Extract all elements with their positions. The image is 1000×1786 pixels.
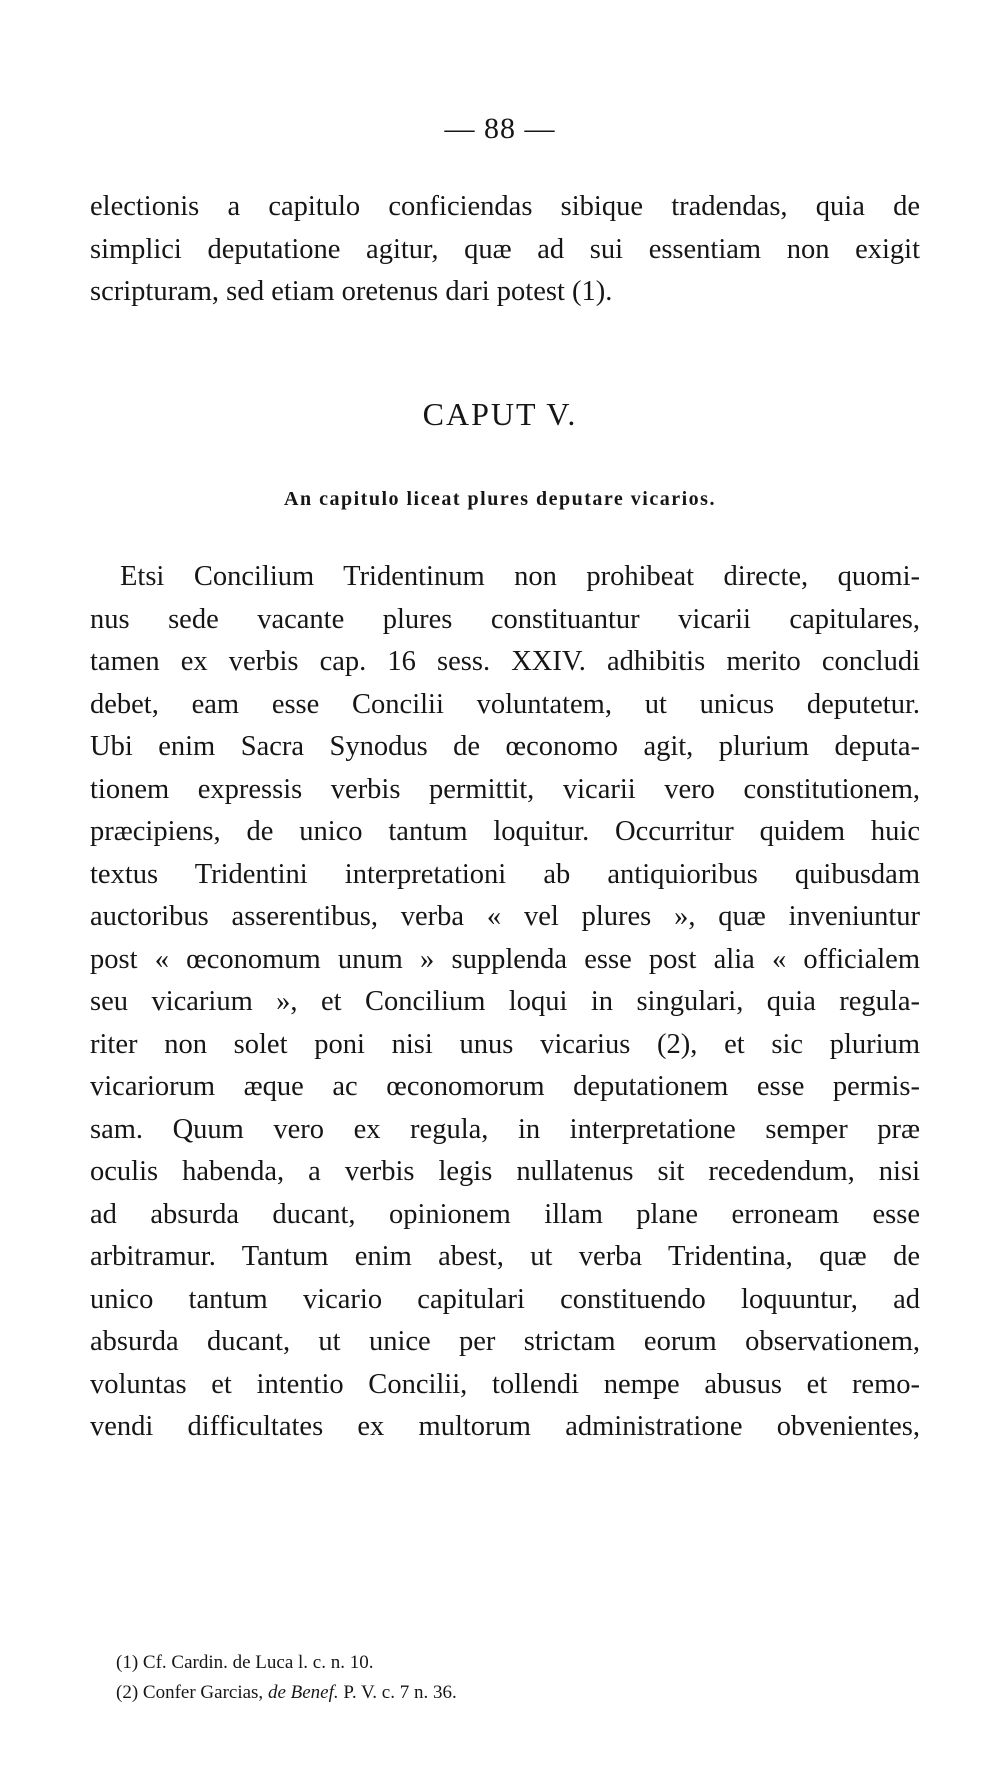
text-line: scripturam, sed etiam oretenus dari potest (1).	[90, 276, 613, 307]
text-line: tamen ex verbis cap. 16 sess. XXIV. adhibitis merito concludi	[90, 646, 920, 677]
text-line: vendi difficultates ex multorum administratione obvenientes,	[90, 1411, 920, 1442]
body-paragraph	[90, 556, 920, 1449]
intro-paragraph	[90, 186, 920, 314]
text-line: electionis a capitulo conficiendas sibique tradendas, quia de	[90, 191, 920, 222]
text-line: oculis habenda, a verbis legis nullatenus sit recedendum, nisi	[90, 1156, 920, 1187]
text-line: ad absurda ducant, opinionem illam plane erroneam esse	[90, 1198, 920, 1230]
text-line: riter non solet poni nisi unus vicarius (2), et sic plurium	[90, 1028, 920, 1060]
footnote-1: (1) Cf. Cardin. de Luca l. c. n. 10.	[116, 1652, 374, 1673]
text-line: præcipiens, de unico tantum loquitur. Occurritur quidem huic	[90, 816, 920, 847]
footnote-2-suffix: P. V. c. 7 n. 36.	[338, 1682, 457, 1703]
text-line: voluntas et intentio Concilii, tollendi nempe abusus et remo-	[90, 1368, 920, 1400]
text-line: simplici deputatione agitur, quæ ad sui essentiam non exigit	[90, 233, 920, 265]
text-line: tionem expressis verbis permittit, vicarii vero constitutionem,	[90, 773, 920, 805]
chapter-subtitle: An capitulo liceat plures deputare vicarios.	[284, 488, 716, 510]
text-line: absurda ducant, ut unice per strictam eorum observationem,	[90, 1326, 920, 1357]
text-line: vicariorum æque ac œconomorum deputationem esse permis-	[90, 1071, 920, 1102]
text-line: Ubi enim Sacra Synodus de œconomo agit, plurium deputa-	[90, 731, 920, 762]
footnote-2-prefix: (2) Confer Garcias,	[116, 1682, 268, 1703]
text-line: sam. Quum vero ex regula, in interpretatione semper præ	[90, 1113, 920, 1145]
text-line: unico tantum vicario capitulari constituendo loquuntur, ad	[90, 1283, 920, 1315]
text-line: arbitramur. Tantum enim abest, ut verba Tridentina, quæ de	[90, 1241, 920, 1272]
text-line: post « œconomum unum » supplenda esse post alia « officialem	[90, 943, 920, 975]
text-line: Etsi Concilium Tridentinum non prohibeat directe, quomi-	[120, 561, 920, 592]
text-line: seu vicarium », et Concilium loqui in singulari, quia regula-	[90, 986, 920, 1017]
page-number: — 88 —	[444, 112, 556, 145]
text-line: debet, eam esse Concilii voluntatem, ut unicus deputetur.	[90, 688, 920, 720]
chapter-title: CAPUT V.	[422, 396, 578, 432]
text-line: nus sede vacante plures constituantur vicarii capitulares,	[90, 603, 920, 635]
footnote-2-italic: de Benef.	[267, 1682, 339, 1703]
text-line: auctoribus asserentibus, verba « vel plures », quæ inveniuntur	[90, 901, 920, 932]
text-line: textus Tridentini interpretationi ab antiquioribus quibusdam	[90, 858, 920, 890]
footnote-2	[116, 1682, 457, 1704]
